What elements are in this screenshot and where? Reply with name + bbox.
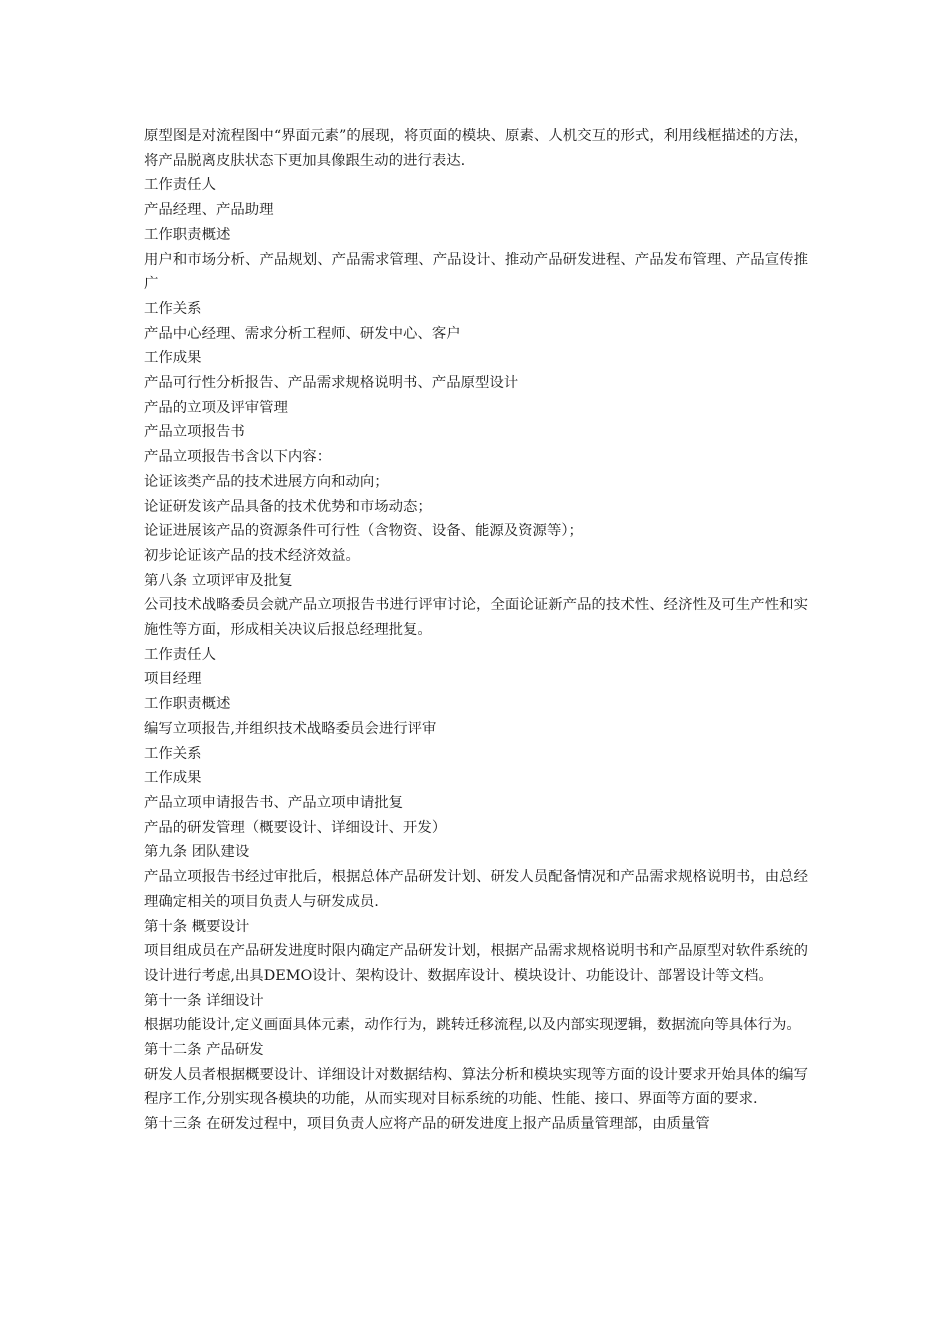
- heading-work-relations-2: 工作关系: [144, 745, 202, 762]
- heading-responsible-person-2: 工作责任人: [144, 646, 216, 663]
- list-item-2: 论证研发该产品具备的技术优势和市场动态；: [144, 498, 432, 515]
- article-8-heading: 第八条 立项评审及批复: [144, 572, 293, 589]
- heading-rd-management: 产品的研发管理（概要设计、详细设计、开发）: [144, 819, 447, 836]
- article-10-heading: 第十条 概要设计: [144, 918, 250, 935]
- list-item-4: 初步论证该产品的技术经济效益。: [144, 547, 360, 564]
- list-item-3: 论证进展该产品的资源条件可行性（含物资、设备、能源及资源等）；: [144, 523, 583, 540]
- article-13-body: 第十三条 在研发过程中，项目负责人应将产品的研发进度上报产品质量管理部，由质量管: [144, 1116, 710, 1133]
- paragraph-work-results: 产品可行性分析报告、产品需求规格说明书、产品原型设计: [144, 375, 519, 392]
- article-8-body: 公司技术战略委员会就产品立项报告书进行评审讨论，全面论证新产品的技术性、经济性及可生产性和实施性等方面，形成相关决议后报总经理批复。: [144, 597, 808, 639]
- document-body: [144, 124, 808, 1137]
- heading-duty-overview: 工作职责概述: [144, 226, 231, 243]
- heading-work-results-2: 工作成果: [144, 770, 202, 787]
- paragraph-responsible-person-2: 项目经理: [144, 671, 202, 688]
- heading-duty-overview-2: 工作职责概述: [144, 696, 231, 713]
- list-item-1: 论证该类产品的技术进展方向和动向；: [144, 473, 389, 490]
- article-12-heading: 第十二条 产品研发: [144, 1042, 264, 1059]
- paragraph-responsible-person: 产品经理、产品助理: [144, 202, 274, 219]
- article-9-body: 产品立项报告书经过审批后，根据总体产品研发计划、研发人员配备情况和产品需求规格说明书，由总经理确定相关的项目负责人与研发成员.: [144, 869, 808, 910]
- article-10-body: 项目组成员在产品研发进度时限内确定产品研发计划，根据产品需求规格说明书和产品原型对软件系统的设计进行考虑,出具DEMO设计、架构设计、数据库设计、模块设计、功能设计、部署设计等文档。: [144, 943, 808, 984]
- paragraph-duty-overview-2: 编写立项报告,并组织技术战略委员会进行评审: [144, 720, 437, 737]
- paragraph-duty-overview: 用户和市场分析、产品规划、产品需求管理、产品设计、推动产品研发进程、产品发布管理、产品宣传推广: [144, 251, 808, 293]
- heading-work-results: 工作成果: [144, 350, 202, 367]
- paragraph-report-contents: 产品立项报告书含以下内容：: [144, 449, 332, 466]
- paragraph-work-relations: 产品中心经理、需求分析工程师、研发中心、客户: [144, 325, 461, 342]
- heading-responsible-person: 工作责任人: [144, 177, 216, 194]
- paragraph-intro: 原型图是对流程图中“界面元素”的展现，将页面的模块、原素、人机交互的形式，利用线框描述的方法，将产品脱离皮肤状态下更加具像跟生动的进行表达.: [144, 128, 808, 169]
- article-11-body: 根据功能设计,定义画面具体元素，动作行为，跳转迁移流程,以及内部实现逻辑，数据流向等具体行为。: [144, 1017, 801, 1034]
- article-9-heading: 第九条 团队建设: [144, 844, 250, 861]
- heading-project-review: 产品的立项及评审管理: [144, 399, 288, 416]
- article-11-heading: 第十一条 详细设计: [144, 992, 264, 1009]
- article-12-body: 研发人员者根据概要设计、详细设计对数据结构、算法分析和模块实现等方面的设计要求开始具体的编写程序工作,分别实现各模块的功能，从而实现对目标系统的功能、性能、接口、界面等方面的要求.: [144, 1066, 808, 1108]
- heading-project-report: 产品立项报告书: [144, 424, 245, 441]
- paragraph-work-results-2: 产品立项申请报告书、产品立项申请批复: [144, 794, 404, 811]
- heading-work-relations: 工作关系: [144, 300, 202, 317]
